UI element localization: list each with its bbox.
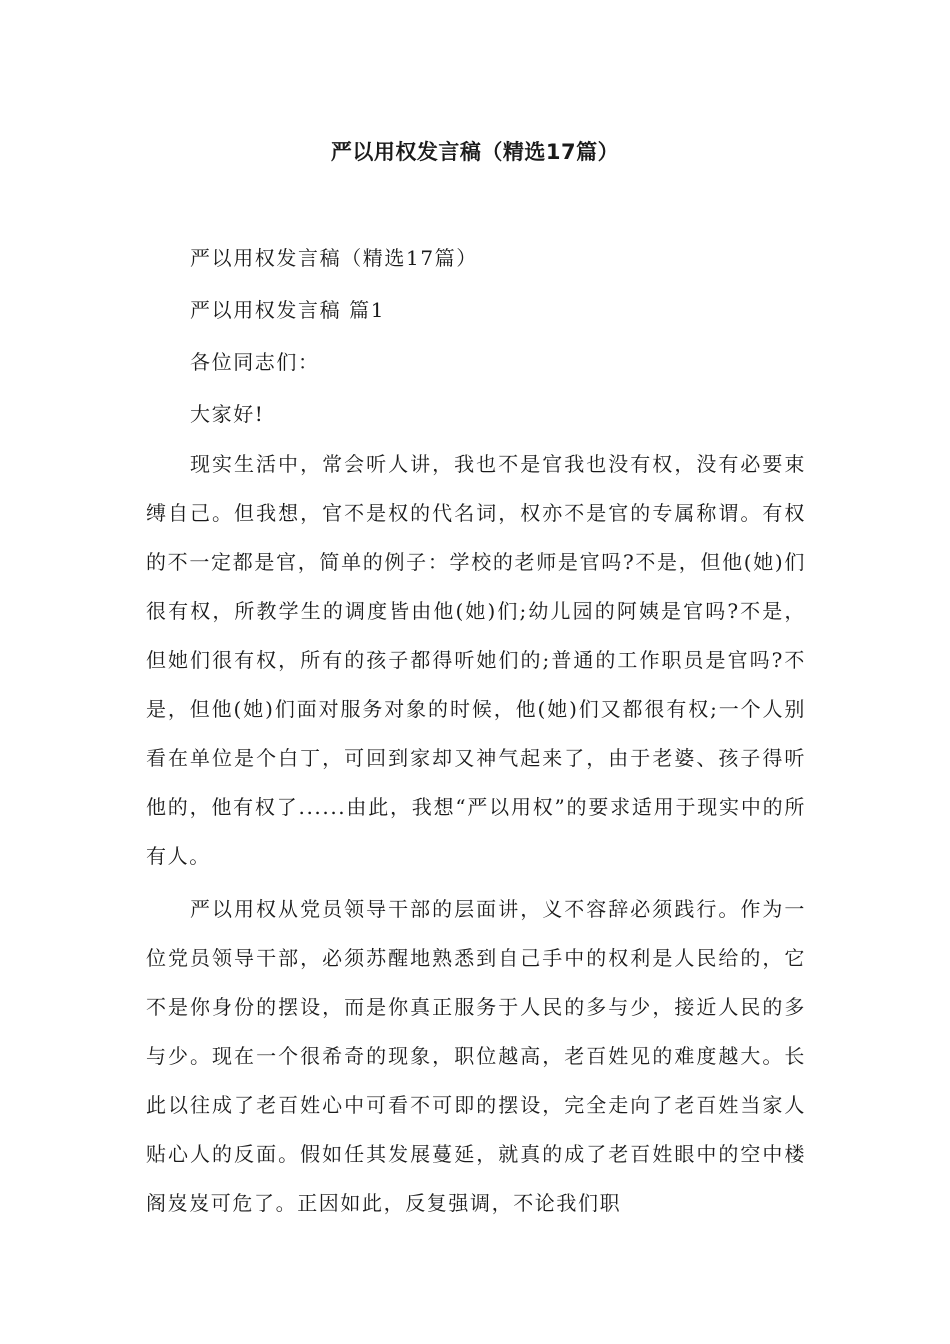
paragraph-body-1: 现实生活中，常会听人讲，我也不是官我也没有权，没有必要束缚自己。但我想，官不是权的代名词，权亦不是官的专属称谓。有权的不一定都是官，简单的例子：学校的老师是官吗?不是，但他(她)们很有权，所教学生的调度皆由他(她)们;幼儿园的阿姨是官吗?不是，但她们很有权，所有的孩子都得听她们的;普通的工作职员是官吗?不是，但他(她)们面对服务对象的时候，他(她)们又都很有权;一个人别看在单位是个白丁，可回到家却又神气起来了，由于老婆、孩子得听他的，他有权了......由此，我想“严以用权”的要求适用于现实中的所有人。 [146, 452, 807, 868]
paragraph-subtitle: 严以用权发言稿（精选17篇） [190, 246, 478, 270]
paragraph-greeting: 大家好! [190, 402, 265, 426]
paragraph-salutation: 各位同志们： [190, 350, 320, 374]
paragraph-body-2: 严以用权从党员领导干部的层面讲，义不容辞必须践行。作为一位党员领导干部，必须苏醒地熟悉到自己手中的权利是人民给的，它不是你身份的摆设，而是你真正服务于人民的多与少，接近人民的多与少。现在一个很希奇的现象，职位越高，老百姓见的难度越大。长此以往成了老百姓心中可看不可即的摆设，完全走向了老百姓当家人贴心人的反面。假如任其发展蔓延，就真的成了老百姓眼中的空中楼阁岌岌可危了。正因如此，反复强调，不论我们职 [146, 897, 806, 1215]
document-title: 严以用权发言稿（精选17篇） [330, 140, 620, 164]
paragraph-section-heading: 严以用权发言稿 篇1 [190, 298, 386, 322]
document-body [146, 232, 806, 1228]
